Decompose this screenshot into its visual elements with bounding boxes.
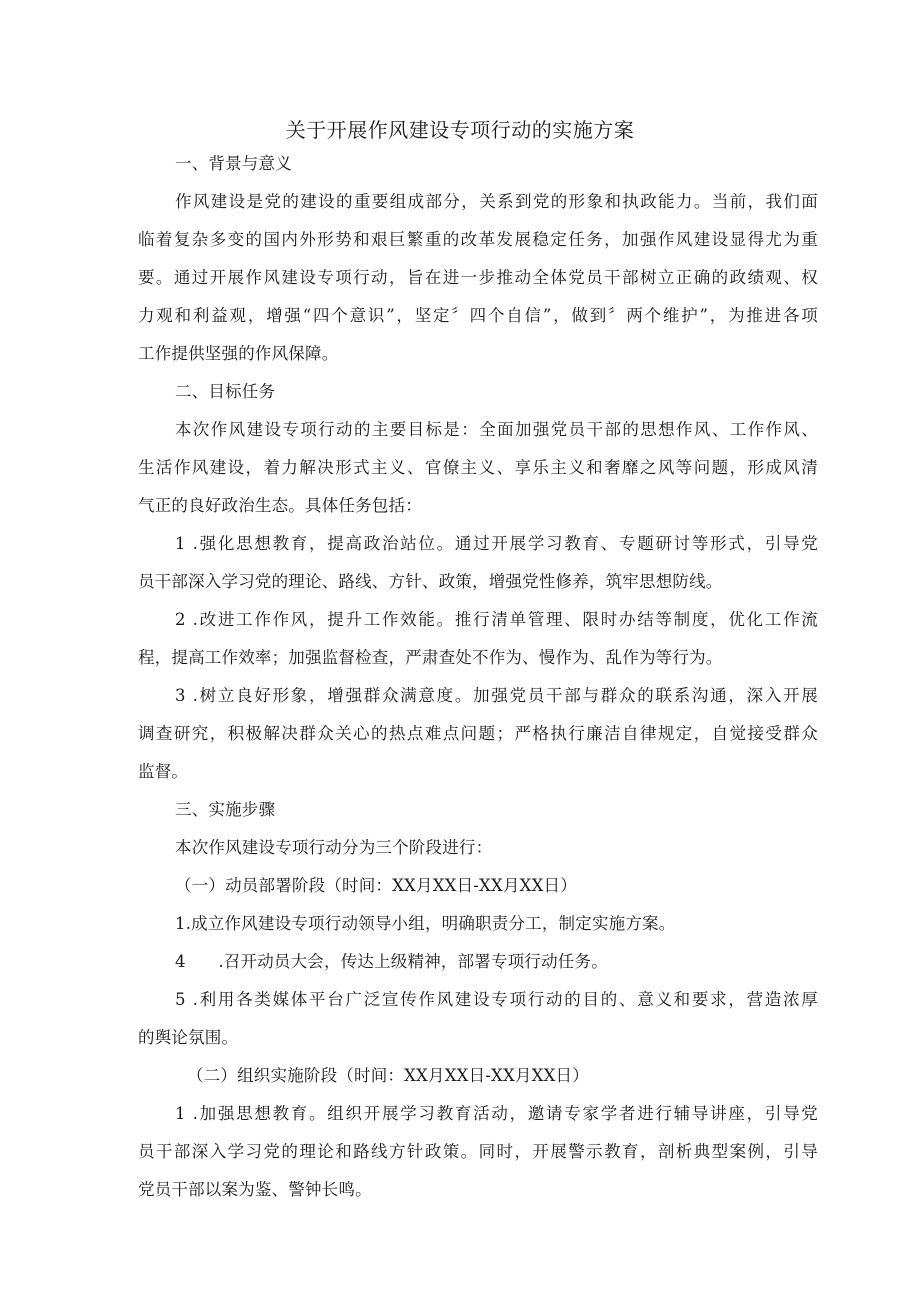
- subsection-heading-phase-2: （二）组织实施阶段（时间：XX月XX日-XX月XX日）: [187, 1066, 589, 1085]
- paragraph-line: 本次作风建设专项行动分为三个阶段进行：: [175, 838, 493, 857]
- list-item-line: 调查研究，积极解决群众关心的热点难点问题；严格执行廉洁自律规定，自觉接受群众: [138, 724, 818, 743]
- section-heading-goals: 二、目标任务: [175, 382, 276, 401]
- paragraph-line: 要。通过开展作风建设专项行动，旨在进一步推动全体党员干部树立正确的政绩观、权: [138, 268, 818, 287]
- paragraph-line: 工作提供坚强的作风保障。: [138, 344, 339, 363]
- list-item-line: 1 .强化思想教育，提高政治站位。通过开展学习教育、专题研讨等形式，引导党: [175, 534, 818, 553]
- paragraph-line: 作风建设是党的建设的重要组成部分，关系到党的形象和执政能力。当前，我们面: [175, 192, 818, 211]
- list-item-line: 4 .召开动员大会，传达上级精神，部署专项行动任务。: [175, 952, 608, 971]
- paragraph-line: 生活作风建设，着力解决形式主义、官僚主义、享乐主义和奢靡之风等问题，形成风清: [138, 458, 818, 477]
- section-heading-steps: 三、实施步骤: [175, 800, 276, 819]
- paragraph-line: 本次作风建设专项行动的主要目标是：全面加强党员干部的思想作风、工作作风、: [175, 420, 818, 439]
- subsection-heading-phase-1: （一）动员部署阶段（时间：XX月XX日-XX月XX日）: [175, 876, 577, 895]
- paragraph-line: 气正的良好政治生态。具体任务包括：: [138, 496, 422, 515]
- list-item-line: 3 .树立良好形象，增强群众满意度。加强党员干部与群众的联系沟通，深入开展: [175, 686, 818, 705]
- list-item-line: 的舆论氛围。: [138, 1028, 239, 1047]
- list-item-line: 2 .改进工作作风，提升工作效能。推行清单管理、限时办结等制度，优化工作流: [175, 610, 818, 629]
- paragraph-line: 力观和利益观，增强“四个意识”，坚定〞四个自信”，做到〞两个维护”，为推进各项: [138, 306, 818, 325]
- list-item-line: 监督。: [138, 762, 189, 781]
- paragraph-line: 临着复杂多变的国内外形势和艰巨繁重的改革发展稳定任务，加强作风建设显得尤为重: [138, 230, 818, 249]
- list-item-line: 1.成立作风建设专项行动领导小组，明确职责分工，制定实施方案。: [175, 914, 676, 933]
- list-item-line: 5 .利用各类媒体平台广泛宣传作风建设专项行动的目的、意义和要求，营造浓厚: [175, 990, 818, 1009]
- list-item-line: 1 .加强思想教育。组织开展学习教育活动，邀请专家学者进行辅导讲座，引导党: [175, 1104, 818, 1123]
- section-heading-background: 一、背景与意义: [175, 154, 292, 173]
- list-item-line: 员干部深入学习党的理论、路线、方针、政策，增强党性修养，筑牢思想防线。: [138, 572, 723, 591]
- list-item-line: 党员干部以案为鉴、警钟长鸣。: [138, 1180, 372, 1199]
- list-item-line: 程，提高工作效率；加强监督检查，严肃查处不作为、慢作为、乱作为等行为。: [138, 648, 723, 667]
- document-title: 关于开展作风建设专项行动的实施方案: [285, 118, 635, 142]
- list-item-line: 员干部深入学习党的理论和路线方针政策。同时，开展警示教育，剖析典型案例，引导: [138, 1142, 818, 1161]
